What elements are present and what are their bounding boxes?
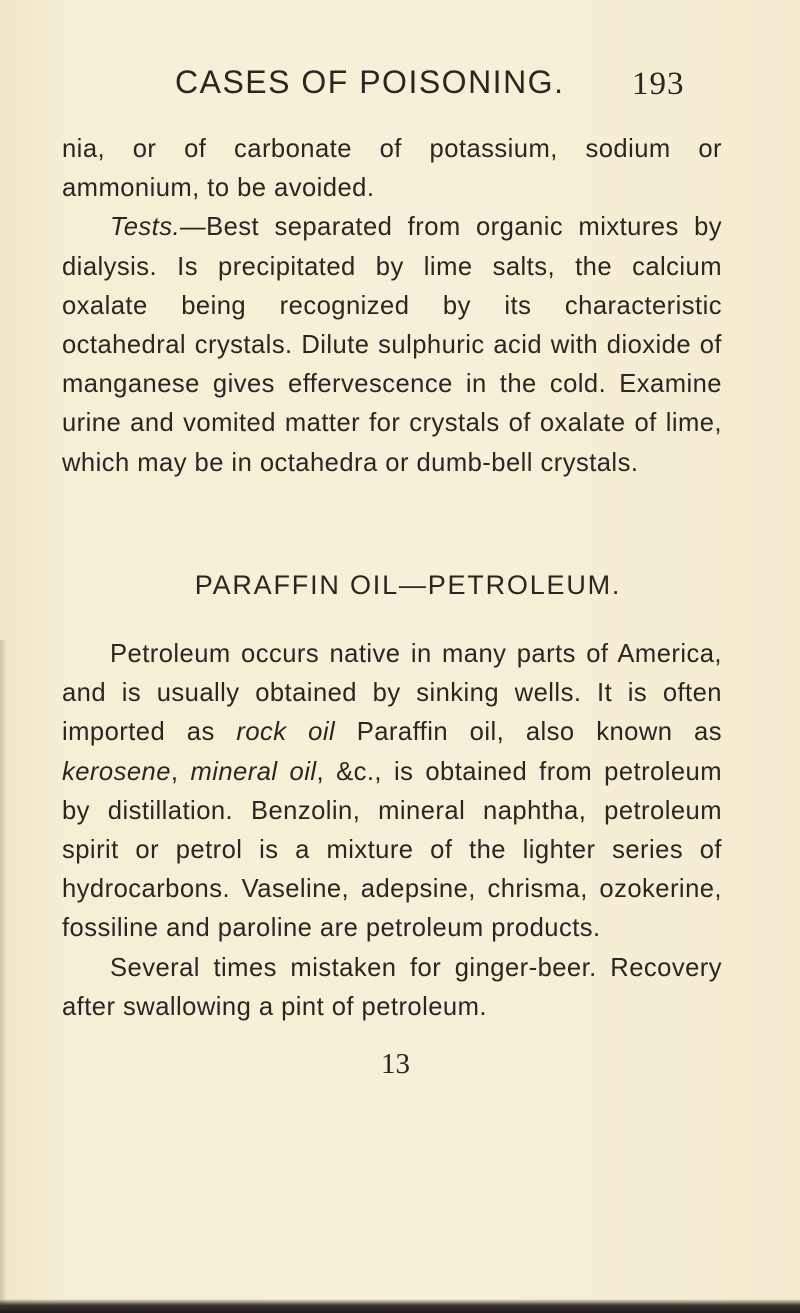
paragraph-tests <box>62 208 722 482</box>
petroleum-text-a: Petroleum occurs native in many parts of America, and is usually obtained by sinking wells. It is often imported as <box>62 640 722 747</box>
page-bottom-edge <box>0 1299 800 1313</box>
page-header <box>0 64 800 114</box>
term-rock-oil: rock oil <box>236 718 336 747</box>
text-block-oxalic <box>62 130 722 483</box>
signature-mark: 13 <box>381 1048 410 1080</box>
page-number: 193 <box>632 66 685 102</box>
paragraph-text: nia, or of carbonate of potassium, sodium or ammonium, to be avoided. <box>62 135 722 203</box>
tests-lead: Tests. <box>110 213 181 242</box>
petroleum-text-b: Paraffin oil, also known as <box>335 718 722 747</box>
running-head: CASES OF POISONING. <box>175 64 565 100</box>
text-block-petroleum <box>62 635 722 1027</box>
paragraph-petroleum <box>62 635 722 949</box>
tests-text: —Best separated from organic mixtures by dialysis. Is precipitated by lime salts, the calcium oxalate being recognized by its characteristic octahedral crystals. Dilute sulphuric acid with dioxide of manganese gives effervescence in the cold. Examine urine and vomited matter for crystals of oxalate of lime, which may be in octahedra or dumb-bell crystals. <box>62 213 722 477</box>
term-kerosene: kerosene <box>62 757 171 786</box>
paragraph-cases <box>62 949 722 1027</box>
section-heading: PARAFFIN OIL—PETROLEUM. <box>194 570 622 600</box>
cases-text: Several times mistaken for ginger-beer. Recovery after swallowing a pint of petroleum. <box>62 953 722 1021</box>
paragraph-continuation <box>62 130 722 208</box>
petroleum-text-c: , <box>170 757 191 786</box>
page-shadow-left <box>0 640 7 1313</box>
term-mineral-oil: mineral oil <box>190 757 317 786</box>
petroleum-text-d: , &c., is obtained from petroleum by distillation. Benzolin, mineral naphtha, petroleum spirit or petrol is a mixture of the lighter series of hydrocarbons. Vaseline, adepsine, chrisma, ozokerine, fossiline and paroline are petroleum products. <box>62 757 722 943</box>
